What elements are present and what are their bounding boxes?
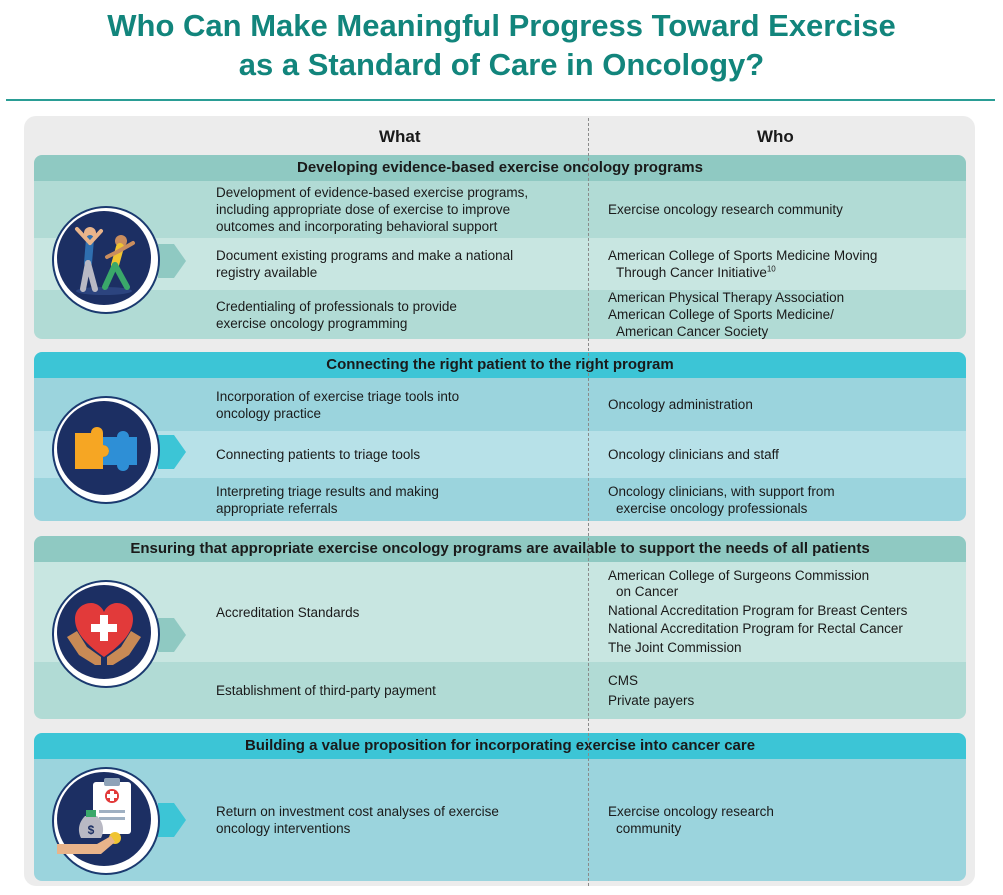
title-rule — [6, 99, 995, 101]
table-row — [34, 378, 966, 431]
who-cell: American College of Surgeons Commission on Cancer National Accreditation Program for Breast Centers National Accreditation Program for Rectal Cancer The Joint Commission — [608, 567, 908, 655]
who-cell: American Physical Therapy Association American College of Sports Medicine/ American Cancer Society — [608, 290, 845, 339]
who-cell: CMS Private payers — [608, 672, 695, 708]
money-clipboard-icon — [52, 767, 160, 875]
what-cell: Accreditation Standards — [216, 604, 360, 620]
what-cell: Development of evidence-based exercise programs, including appropriate dose of exercise to improve outcomes and incorporating behavioral support — [216, 185, 529, 234]
title-line-2: as a Standard of Care in Oncology? — [238, 47, 765, 82]
table-row — [34, 478, 966, 521]
who-cell: Oncology administration — [608, 397, 753, 412]
svg-text:$: $ — [87, 823, 95, 837]
section-heading: Connecting the right patient to the right program — [34, 352, 966, 378]
what-cell: Return on investment cost analyses of exercise oncology interventions — [216, 804, 499, 836]
who-cell: American College of Sports Medicine Moving Through Cancer Initiative$^{10}$ — [608, 248, 878, 280]
footnote-ref: 10 — [766, 264, 776, 274]
chevron-right-icon — [158, 435, 186, 469]
title-line-1: Who Can Make Meaningful Progress Toward Exercise — [107, 8, 896, 43]
heart-hands-icon — [52, 580, 160, 688]
what-cell: Connecting patients to triage tools — [216, 447, 421, 462]
chevron-right-icon — [158, 244, 186, 278]
table-row — [34, 290, 966, 339]
what-cell: Document existing programs and make a national registry available — [216, 248, 514, 280]
section-heading: Ensuring that appropriate exercise oncology programs are available to support the needs of all patients — [34, 536, 966, 562]
what-cell: Incorporation of exercise triage tools into oncology practice — [216, 388, 460, 421]
puzzle-pieces-icon — [52, 396, 160, 504]
table-row — [34, 181, 966, 238]
who-cell: Exercise oncology research community — [608, 202, 843, 217]
section-heading: Building a value proposition for incorporating exercise into cancer care — [34, 733, 966, 759]
who-cell: Exercise oncology research community — [608, 804, 774, 836]
column-divider — [588, 118, 589, 886]
chevron-right-icon — [158, 803, 186, 837]
chevron-right-icon — [158, 618, 186, 652]
what-cell: Establishment of third-party payment — [216, 683, 436, 698]
column-header-what: What — [379, 127, 421, 146]
section-heading: Developing evidence-based exercise oncology programs — [34, 155, 966, 181]
who-cell: Oncology clinicians and staff — [608, 447, 779, 462]
exercising-people-icon — [52, 206, 160, 314]
column-header-who: Who — [757, 127, 794, 146]
what-cell: Interpreting triage results and making appropriate referrals — [216, 483, 439, 516]
who-cell: Oncology clinicians, with support from exercise oncology professionals — [608, 483, 835, 516]
table-row — [34, 662, 966, 719]
what-cell: Credentialing of professionals to provide exercise oncology programming — [216, 298, 457, 331]
page-title — [0, 6, 1003, 84]
